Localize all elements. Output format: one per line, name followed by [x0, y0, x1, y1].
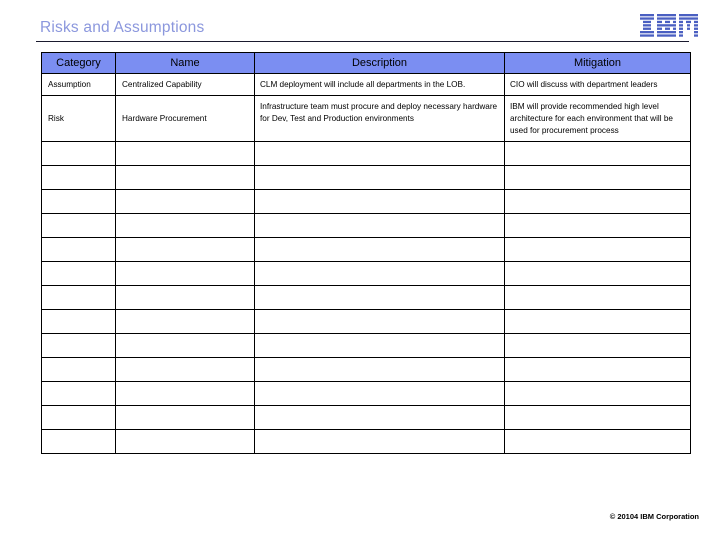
cell-empty — [42, 261, 116, 285]
table-row-empty[interactable] — [42, 405, 691, 429]
cell-description: CLM deployment will include all departments in the LOB. — [255, 74, 505, 96]
table-body — [42, 74, 691, 142]
cell-empty — [505, 405, 691, 429]
cell-empty — [116, 285, 255, 309]
ibm-logo — [640, 14, 698, 37]
table-row[interactable] — [42, 74, 691, 96]
cell-empty — [42, 405, 116, 429]
cell-empty — [116, 333, 255, 357]
cell-empty — [42, 141, 116, 165]
cell-empty — [255, 357, 505, 381]
cell-empty — [255, 213, 505, 237]
cell-empty — [255, 333, 505, 357]
copyright-footer: © 20104 IBM Corporation — [609, 512, 699, 521]
table-row-empty[interactable] — [42, 189, 691, 213]
cell-empty — [255, 285, 505, 309]
table-row[interactable] — [42, 95, 691, 141]
cell-description: Infrastructure team must procure and deploy necessary hardware for Dev, Test and Production environments — [255, 95, 505, 141]
cell-empty — [116, 165, 255, 189]
table-row-empty[interactable] — [42, 285, 691, 309]
cell-empty — [505, 285, 691, 309]
cell-empty — [116, 141, 255, 165]
column-header-mitigation[interactable]: Mitigation — [505, 53, 691, 74]
cell-empty — [505, 309, 691, 333]
cell-empty — [116, 309, 255, 333]
column-header-name[interactable]: Name — [116, 53, 255, 74]
table-header — [42, 53, 691, 74]
cell-empty — [42, 213, 116, 237]
cell-empty — [505, 141, 691, 165]
cell-empty — [255, 141, 505, 165]
cell-empty — [116, 237, 255, 261]
cell-empty — [255, 309, 505, 333]
page-title: Risks and Assumptions — [40, 19, 205, 36]
cell-empty — [42, 357, 116, 381]
cell-empty — [116, 213, 255, 237]
cell-mitigation: CIO will discuss with department leaders — [505, 74, 691, 96]
cell-empty — [505, 213, 691, 237]
cell-empty — [116, 189, 255, 213]
cell-empty — [42, 237, 116, 261]
cell-empty — [505, 357, 691, 381]
cell-empty — [116, 261, 255, 285]
table-row-empty[interactable] — [42, 333, 691, 357]
table-row-empty[interactable] — [42, 237, 691, 261]
cell-empty — [116, 357, 255, 381]
cell-empty — [42, 189, 116, 213]
cell-category: Risk — [42, 95, 116, 141]
table-header-row — [42, 53, 691, 74]
cell-empty — [505, 333, 691, 357]
cell-name: Centralized Capability — [116, 74, 255, 96]
cell-empty — [505, 189, 691, 213]
cell-empty — [505, 261, 691, 285]
cell-empty — [42, 309, 116, 333]
cell-empty — [116, 405, 255, 429]
cell-empty — [255, 429, 505, 453]
cell-empty — [255, 405, 505, 429]
cell-empty — [42, 429, 116, 453]
column-header-category[interactable]: Category — [42, 53, 116, 74]
cell-empty — [42, 381, 116, 405]
cell-empty — [505, 165, 691, 189]
table-row-empty[interactable] — [42, 141, 691, 165]
cell-empty — [505, 381, 691, 405]
cell-empty — [255, 189, 505, 213]
table-row-empty[interactable] — [42, 357, 691, 381]
table-empty-rows — [42, 141, 691, 453]
cell-empty — [505, 237, 691, 261]
cell-empty — [42, 333, 116, 357]
table-row-empty[interactable] — [42, 309, 691, 333]
cell-empty — [505, 429, 691, 453]
table-row-empty[interactable] — [42, 381, 691, 405]
cell-empty — [255, 261, 505, 285]
cell-empty — [42, 165, 116, 189]
risks-assumptions-table — [41, 52, 691, 454]
table-row-empty[interactable] — [42, 213, 691, 237]
table-row-empty[interactable] — [42, 261, 691, 285]
cell-empty — [255, 165, 505, 189]
cell-empty — [116, 381, 255, 405]
column-header-description[interactable]: Description — [255, 53, 505, 74]
header-divider — [36, 41, 689, 42]
cell-mitigation: IBM will provide recommended high level architecture for each environment that will be used for procurement process — [505, 95, 691, 141]
table-row-empty[interactable] — [42, 429, 691, 453]
cell-empty — [42, 285, 116, 309]
table-row-empty[interactable] — [42, 165, 691, 189]
cell-empty — [255, 237, 505, 261]
cell-empty — [116, 429, 255, 453]
cell-category: Assumption — [42, 74, 116, 96]
cell-empty — [255, 381, 505, 405]
slide-header — [0, 0, 720, 44]
cell-name: Hardware Procurement — [116, 95, 255, 141]
